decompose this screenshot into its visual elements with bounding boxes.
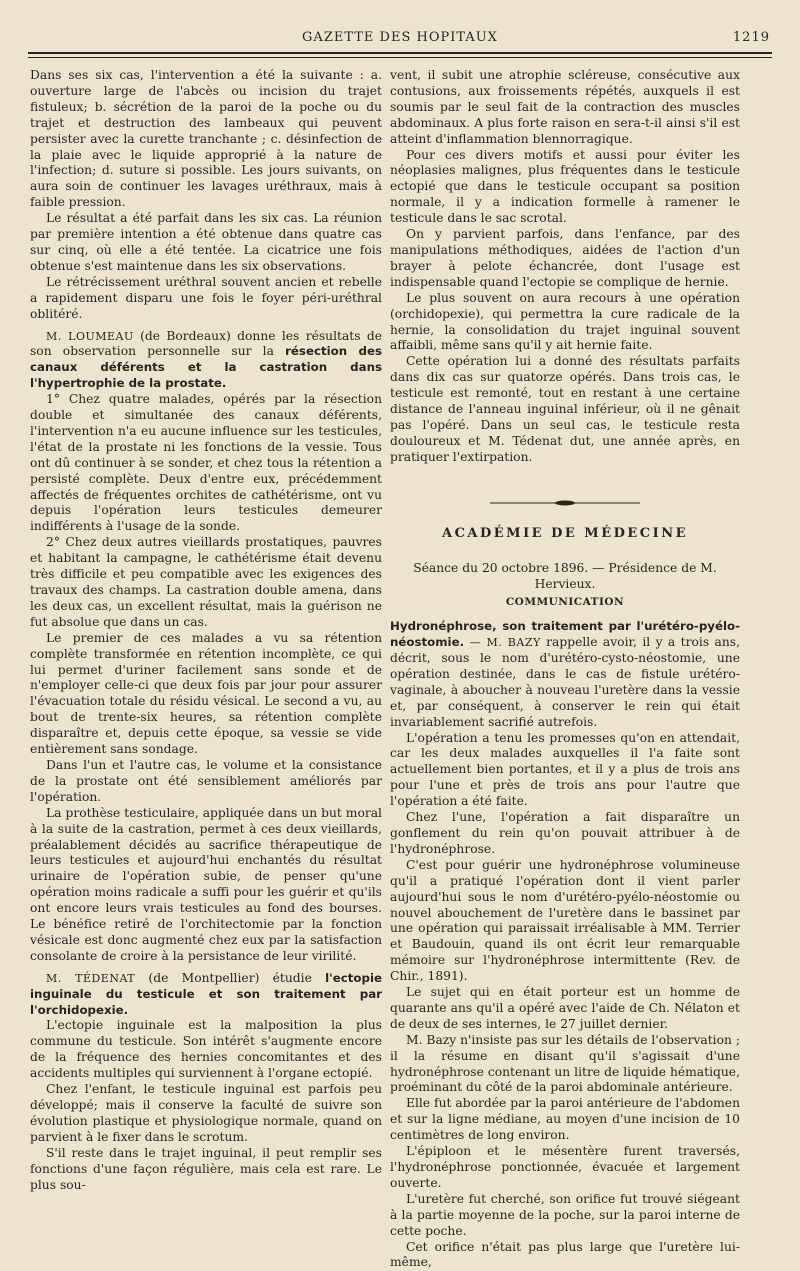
author-name: M. LOUMEAU (46, 329, 134, 343)
paragraph: vent, il subit une atrophie scléreuse, consécutive aux contusions, aux froissements répétés, auxquels il est soumis par le seul fait de la contraction des muscles abdominaux. A plus forte raison en sera-t-il ainsi s'il est atteint d'inflammation blennorragique. (390, 68, 740, 146)
paragraph: Pour ces divers motifs et aussi pour éviter les néoplasies malignes, plus fréquentes dans le testicule ectopié que dans le testicule occupant sa position normale, il y a indication formelle à ramener le testicule dans le sac scrotal. (390, 147, 740, 226)
header-rule-thin (28, 57, 772, 58)
paragraph: On y parvient parfois, dans l'enfance, par des manipulations méthodiques, aidées de l'action d'un brayer à pelote échancrée, dont l'usage est indispensable quand l'ectopie se complique de hernie. (390, 227, 740, 289)
paragraph: Dans l'un et l'autre cas, le volume et la consistance de la prostate ont été sensiblement améliorés par l'opération. (30, 757, 382, 804)
journal-title: GAZETTE DES HOPITAUX (302, 30, 498, 45)
paragraph: L'épiploon et le mésentère furent traversés, l'hydronéphrose ponctionnée, évacuée et largement ouverte. (390, 1144, 740, 1190)
paragraph: L'uretère fut cherché, son orifice fut trouvé siégeant à la partie moyenne de la poche, sur la paroi interne de cette poche. (390, 1191, 740, 1238)
page-number: 1219 (732, 30, 770, 45)
paragraph: Dans ses six cas, l'intervention a été la suivante : a. ouverture large de l'abcès ou incision du trajet fistuleux; b. sécrétion de la paroi de la poche ou du trajet et destruction des lambeaux qui peuvent persister avec la curette tranchante ; c. désinfection de la plaie avec le liquide approprié à la nature de l'infection; d. suture si possible. Les jours suivants, on aura soin de continuer les lavages uréthraux, mais à faible pression. (30, 68, 382, 210)
paragraph: 2° Chez deux autres vieillards prostatiques, pauvres et habitant la campagne, le cathétérisme était devenu très difficile et peu compatible avec les exigences des travaux des champs. La castration double amena, dans les deux cas, un excellent résultat, mais la guérison ne fut absolue que dans un cas. (30, 535, 382, 629)
section-title: ACADÉMIE DE MÉDECINE (441, 525, 688, 541)
paragraph: Chez l'une, l'opération a fait disparaître un gonflement du rein qu'on pouvait attribuer à de l'hydronéphrose. (390, 810, 740, 856)
paragraph: Le sujet qui en était porteur est un homme de quarante ans qu'il a opéré avec l'aide de Ch. Nélaton et de deux de ses internes, le 27 juillet dernier. (390, 985, 740, 1031)
paragraph: Le résultat a été parfait dans les six cas. La réunion par première intention a été obtenue dans quatre cas sur cinq, où elle a été tentée. La cicatrice une fois obtenue s'est maintenue dans les six observations. (30, 211, 382, 273)
left-column (30, 68, 382, 1193)
paragraph-tedenat (30, 971, 382, 1019)
paragraph: L'opération a tenu les promesses qu'on en attendait, car les deux malades auxquelles il l'a faite sont actuellement bien portantes, et il y a plus de trois ans pour l'une et près de trois ans pour l'autre que l'opération a été faite. (390, 730, 740, 809)
paragraph: C'est pour guérir une hydronéphrose volumineuse qu'il a pratiqué l'opération dont il vient parler aujourd'hui sous le nom d'urétéro-pyélo-néostomie ou nouvel abouchement de l'uretère dans le bassinet par une opération qui paraissait irréalisable à MM. Terrier et Baudouin, quand ils ont écrit leur remarquable mémoire sur l'hydronéphrose intermittente (Rev. de Chir., 1891). (390, 857, 740, 984)
paragraph: Elle fut abordée par la paroi antérieure de l'abdomen et sur la ligne médiane, au moyen d'une incision de 10 centimètres de long environ. (390, 1096, 740, 1143)
header-rule-thick (28, 52, 772, 54)
paragraph: S'il reste dans le trajet inguinal, il peut remplir ses fonctions d'une façon régulière, mais cela est rare. Le plus sou- (30, 1145, 382, 1192)
paragraph: M. Bazy n'insiste pas sur les détails de l'observation ; il la résume en disant qu'il s'agissait d'une hydronéphrose contenant un litre de liquide hématique, proéminant du côté de la paroi abdominale antérieure. (390, 1032, 740, 1095)
paragraph-loumeau (30, 329, 382, 393)
paragraph-text: rappelle avoir, il y a trois ans, décrit, sous le nom d'urétéro-cysto-néostomie, une opération destinée, dans le cas de fistule urétéro-vaginale, à aboucher à nouveau l'uretère dans la vessie et, par conséquent, à conserver le rein qui était invariablement sacrifié autrefois. (390, 635, 740, 729)
paragraph-text: (de Montpellier) étudie (135, 970, 326, 985)
paragraph-bazy (390, 619, 740, 730)
topic-heading: Hydronéphrose, son traitement par l'urétéro-pyélo-néostomie. (390, 619, 740, 650)
author-name: — M. BAZY (464, 636, 541, 650)
topic-heading: l'ectopie inguinale du testicule et son traitement par l'orchidopexie. (30, 970, 383, 1017)
paragraph: Le premier de ces malades a vu sa rétention complète transformée en rétention incomplète, ce qui lui permet d'uriner facilement sans sonde et de n'employer celle-ci que deux fois par jour pour assurer l'évacuation totale du résidu vésical. Le second a vu, au bout de trente-six heures, sa rétention complète disparaître et, depuis cette époque, sa vessie se vide entièrement sans sondage. (30, 630, 382, 757)
paragraph-text: (de Bordeaux) donne les résultats de son observation personnelle sur la (30, 328, 383, 359)
paragraph: Le rétrécissement uréthral souvent ancien et rebelle a rapidement disparu une fois le foyer péri-uréthral oblitéré. (30, 274, 382, 321)
page-header (30, 26, 770, 52)
paragraph: Le plus souvent on aura recours à une opération (orchidopexie), qui permettra la cure radicale de la hernie, la consolidation du trajet inguinal souvent affaibli, même sans qu'il y ait hernie faite. (390, 290, 740, 353)
paragraph: Cet orifice n'était pas plus large que l'uretère lui-même, (390, 1239, 740, 1270)
paragraph: 1° Chez quatre malades, opérés par la résection double et simultanée des canaux déférents, l'intervention n'a eu aucune influence sur les testicules, l'état de la prostate ni les fonctions de la vessie. Tous ont dû continuer à se sonder, et chez tous la rétention a persisté complète. Deux d'entre eux, précédemment affectés de fréquentes orchites de cathétérisme, ont vu depuis l'opération leurs testicules demeurer indifférents à l'usage de la sonde. (30, 392, 382, 534)
ornament-rule-icon (490, 500, 640, 506)
paragraph: L'ectopie inguinale est la malposition la plus commune du testicule. Son intérêt s'augmente encore de la fréquence des hernies concomitantes et des accidents multiples qui surviennent à l'organe ectopié. (30, 1018, 382, 1081)
author-name: M. TÉDENAT (46, 971, 136, 985)
paragraph: Chez l'enfant, le testicule inguinal est parfois peu développé; mais il conserve la faculté de suivre son évolution plastique et physiologique normale, quand on parvient à le fixer dans le scrotum. (30, 1082, 382, 1144)
paragraph: Cette opération lui a donné des résultats parfaits dans dix cas sur quatorze opérés. Dans trois cas, le testicule est remonté, tout en restant à une certaine distance de l'anneau inguinal inférieur, où il ne gênait pas l'opéré. Dans un seul cas, le testicule resta douloureux et M. Tédenat dut, une année après, en pratiquer l'extirpation. (390, 354, 740, 464)
session-line: Séance du 20 octobre 1896. — Présidence de M. Hervieux. (413, 561, 717, 592)
section-divider (390, 496, 740, 512)
right-column (390, 68, 740, 1271)
subheading: COMMUNICATION (505, 596, 625, 609)
topic-heading: résection des canaux déférents et la castration dans l'hypertrophie de la prostate. (30, 344, 382, 391)
paragraph: La prothèse testiculaire, appliquée dans un but moral à la suite de la castration, permet à ces deux vieillards, préalablement décidés au sacrifice thérapeutique de leurs testicules et aujourd'hui enchantés du résultat urinaire de l'opération subie, de penser qu'une opération moins radicale a suffi pour les guérir et qu'ils ont encore leurs vrais testicules au fond des bourses. Le bénéfice retiré de l'orchitectomie par la fonction vésicale est donc augmenté chez eux par la satisfaction consolante de croire à la persistance de leur virilité. (30, 805, 382, 963)
